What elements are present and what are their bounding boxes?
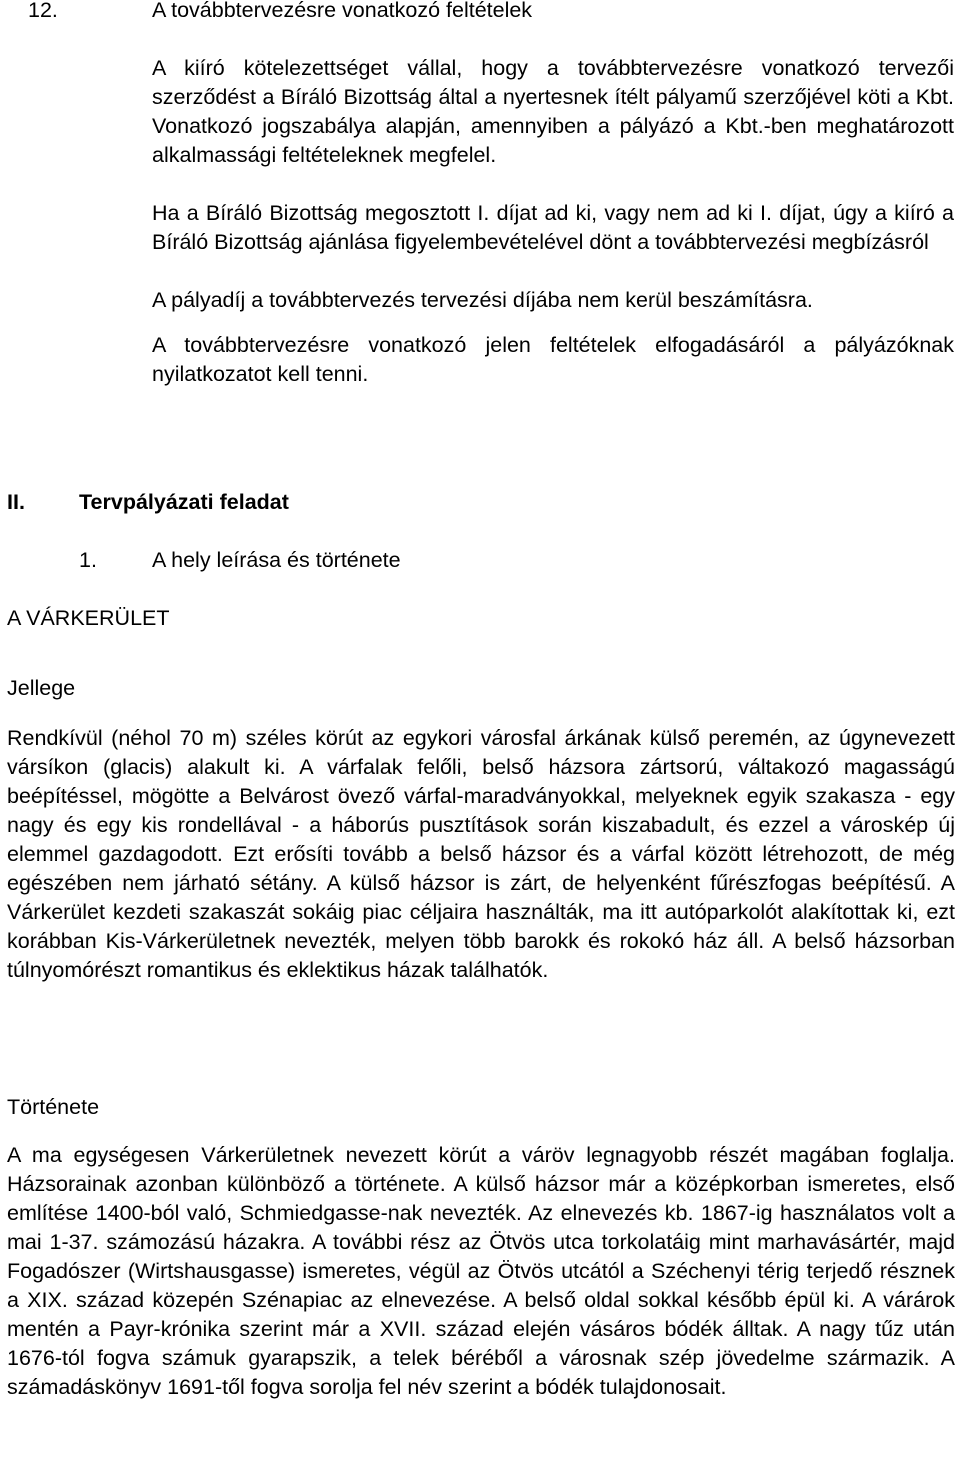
subsection-number: 1.: [79, 548, 97, 572]
section-12-body: [152, 54, 954, 389]
section-12-title: A továbbtervezésre vonatkozó feltételek: [152, 0, 533, 22]
tortenete-text: A ma egységesen Várkerületnek nevezett körút a váröv legnagyobb részét magában foglalja. Házsorainak azonban különböző a története. A külső házsor már a középkorban ismeretes, első említése 1400-ból való, Schmiedgasse-nak nevezték. Az elnevezés kb. 1867-ig használatos volt a mai 1-37. számozású házakra. A további rész az Ötvös utca torkolatáig mint marhavásártér, majd Fogadószer (Wirtshausgasse) ismeretes, végül az Ötvös utcától a Széchenyi térig terjedő résznek a XIX. század közepén Szénapiac az elnevezése. A belső oldal sokkal később épül ki. A várárok mentén a Payr-krónika szerint már a XVII. század elején vásáros bódék álltak. A nagy tűz után 1676-tól fogva számuk gyarapszik, a telek béréből a városnak szép jövedelme származik. A számadáskönyv 1691-től fogva sorolja fel név szerint a bódék tulajdonosait.: [7, 1143, 955, 1399]
paragraph-declaration: A továbbtervezésre vonatkozó jelen feltételek elfogadásáról a pályázóknak nyilatkozatot kell tenni.: [152, 333, 954, 386]
varkerulet-heading: A VÁRKERÜLET: [7, 606, 170, 630]
jellege-heading: Jellege: [7, 676, 76, 700]
subsection-title: A hely leírása és története: [152, 548, 401, 572]
paragraph-prize-fee: A pályadíj a továbbtervezés tervezési díjába nem kerül beszámításra.: [152, 288, 813, 312]
tortenete-heading: Története: [7, 1095, 100, 1119]
section-12-number: 12.: [28, 0, 58, 22]
paragraph-shared-prize: Ha a Bíráló Bizottság megosztott I. díjat ad ki, vagy nem ad ki I. díjat, úgy a kiíró a Bíráló Bizottság ajánlása figyelembevételével dönt a továbbtervezési megbízásról: [152, 201, 954, 254]
paragraph-obligation: A kiíró kötelezettséget vállal, hogy a továbbtervezésre vonatkozó tervezői szerződést a Bíráló Bizottság által a nyertesnek ítélt pályamű szerzőjével köti a Kbt. Vonatkozó jogszabálya alapján, amennyiben a pályázó a Kbt.-ben meghatározott alkalmassági feltételeknek megfelel.: [152, 56, 954, 167]
section-ii-title: Tervpályázati feladat: [79, 490, 289, 514]
section-ii-number: II.: [7, 490, 25, 514]
jellege-text: Rendkívül (néhol 70 m) széles körút az egykori városfal árkának külső peremén, az úgynevezett vársíkon (glacis) alakult ki. A várfalak felőli, belső házsora zártsorú, váltakozó magasságú beépítéssel, mögötte a Belvárost övező várfal-maradványokkal, melyeknek egyik szakasza - egy nagy és egy kis rondellával - a háborús pusztítások során kiszabadult, és ezzel a városkép új elemmel gazdagodott. Ezt erősíti tovább a belső házsor és a várfal között létrehozott, de még egészében nem járható sétány. A külső házsor is zárt, de helyenként fűrészfogas beépítésű. A Várkerület kezdeti szakaszát sokáig piac céljaira használták, ma itt autóparkolót alakítottak ki, ezt korábban Kis-Várkerületnek nevezték, melyen több barokk és rokokó ház áll. A belső házsorban túlnyomórészt romantikus és eklektikus házak találhatók.: [7, 726, 955, 982]
